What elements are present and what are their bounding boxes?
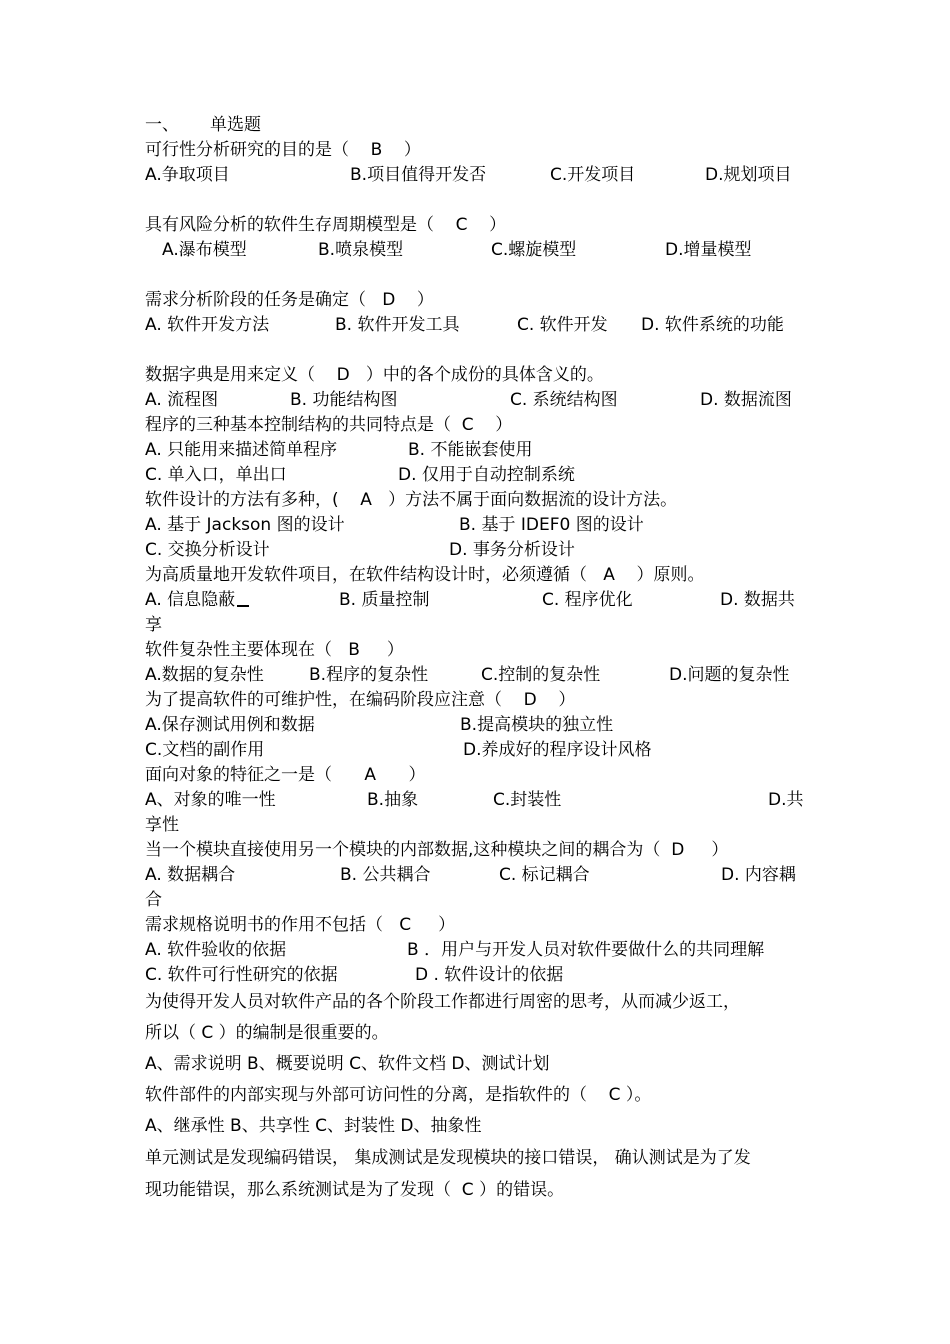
question-options xyxy=(145,588,795,612)
option-d-wrap: 享 xyxy=(145,615,162,635)
question-options xyxy=(145,438,533,462)
question-stem: 需求分析阶段的任务是确定（ D ） xyxy=(145,290,434,310)
question-stem: 可行性分析研究的目的是（ B ） xyxy=(145,140,421,160)
question-stem: 单元测试是发现编码错误， 集成测试是发现模块的接口错误， 确认测试是为了发 xyxy=(145,1148,751,1168)
option-b: B.喷泉模型 xyxy=(318,240,404,260)
option-d: D.养成好的程序设计风格 xyxy=(463,740,652,760)
question-options xyxy=(145,963,564,987)
option-c: C. 软件可行性研究的依据 xyxy=(145,965,338,985)
option-c: C.封装性 xyxy=(493,790,562,810)
section-number: 一、 xyxy=(145,115,179,135)
option-d: D.共 xyxy=(768,790,804,810)
option-c: C.螺旋模型 xyxy=(491,240,577,260)
question-options xyxy=(145,513,644,537)
question-options xyxy=(145,713,614,737)
question-options xyxy=(145,938,765,962)
option-c: C.控制的复杂性 xyxy=(481,665,601,685)
option-a: A. 流程图 xyxy=(145,390,219,410)
option-c: C. 交换分析设计 xyxy=(145,540,270,560)
question-options xyxy=(145,788,804,812)
option-c: C. 标记耦合 xyxy=(499,865,590,885)
question-stem: 为了提高软件的可维护性，在编码阶段应注意（ D ） xyxy=(145,690,576,710)
option-b: B. 软件开发工具 xyxy=(335,315,460,335)
question-options: A、继承性 B、共享性 C、封装性 D、抽象性 xyxy=(145,1116,482,1136)
option-d: D. 仅用于自动控制系统 xyxy=(398,465,575,485)
question-options xyxy=(145,538,575,562)
option-a: A. 软件验收的依据 xyxy=(145,940,287,960)
option-b: B. 基于 IDEF0 图的设计 xyxy=(459,515,644,535)
option-b: B.项目值得开发否 xyxy=(350,165,487,185)
option-a: A. 信息隐蔽 xyxy=(145,588,249,612)
question-options xyxy=(145,738,652,762)
option-a: A. 基于 Jackson 图的设计 xyxy=(145,515,345,535)
text-cursor-mark xyxy=(237,605,249,607)
option-d: D. 内容耦 xyxy=(721,865,796,885)
question-stem: 为使得开发人员对软件产品的各个阶段工作都进行周密的思考，从而减少返工， xyxy=(145,992,740,1012)
question-options: A、需求说明 B、概要说明 C、软件文档 D、测试计划 xyxy=(145,1054,550,1074)
option-b: B ．用户与开发人员对软件要做什么的共同理解 xyxy=(407,940,765,960)
question-options xyxy=(145,238,752,262)
option-d-wrap: 合 xyxy=(145,890,162,910)
question-stem: 需求规格说明书的作用不包括（ C ） xyxy=(145,915,456,935)
option-d-wrap: 享性 xyxy=(145,815,179,835)
option-b: B. 不能嵌套使用 xyxy=(408,440,533,460)
option-a: A. 软件开发方法 xyxy=(145,315,270,335)
option-d: D.增量模型 xyxy=(665,240,752,260)
option-a: A.数据的复杂性 xyxy=(145,665,264,685)
option-d: D. 数据共 xyxy=(720,590,795,610)
question-stem: 软件部件的内部实现与外部可访问性的分离，是指软件的（ C ）。 xyxy=(145,1085,652,1105)
question-stem: 当一个模块直接使用另一个模块的内部数据,这种模块之间的耦合为（ D ） xyxy=(145,840,729,860)
option-b: B. 质量控制 xyxy=(339,590,430,610)
option-a: A.争取项目 xyxy=(145,165,230,185)
option-d: D. 事务分析设计 xyxy=(449,540,575,560)
option-c: C.文档的副作用 xyxy=(145,740,265,760)
option-d: D.规划项目 xyxy=(705,165,792,185)
option-c: C. 单入口，单出口 xyxy=(145,465,287,485)
option-c: C.开发项目 xyxy=(550,165,636,185)
question-stem: 为高质量地开发软件项目，在软件结构设计时，必须遵循（ A ）原则。 xyxy=(145,565,705,585)
question-options xyxy=(145,663,790,687)
question-options xyxy=(145,313,784,337)
question-options xyxy=(145,463,575,487)
section-title: 单选题 xyxy=(210,115,261,135)
option-b: B.提高模块的独立性 xyxy=(460,715,614,735)
question-options xyxy=(145,388,792,412)
option-b: B. 功能结构图 xyxy=(290,390,398,410)
question-options xyxy=(145,863,796,887)
question-stem-continued: 所以（ C ）的编制是很重要的。 xyxy=(145,1023,389,1043)
option-a: A. 数据耦合 xyxy=(145,865,236,885)
option-a: A.保存测试用例和数据 xyxy=(145,715,315,735)
option-d: D.问题的复杂性 xyxy=(669,665,790,685)
option-a: A. 只能用来描述简单程序 xyxy=(145,440,338,460)
question-stem: 软件复杂性主要体现在（ B ） xyxy=(145,640,404,660)
question-stem: 具有风险分析的软件生存周期模型是（ C ） xyxy=(145,215,507,235)
question-stem: 面向对象的特征之一是（ A ） xyxy=(145,765,426,785)
section-heading xyxy=(145,113,261,137)
question-stem-continued: 现功能错误，那么系统测试是为了发现（ C ）的错误。 xyxy=(145,1180,565,1200)
question-stem: 软件设计的方法有多种，( A ）方法不属于面向数据流的设计方法。 xyxy=(145,490,678,510)
question-options xyxy=(145,163,792,187)
option-d: D. 数据流图 xyxy=(700,390,792,410)
option-a: A、对象的唯一性 xyxy=(145,790,276,810)
option-b: B. 公共耦合 xyxy=(340,865,431,885)
question-stem: 程序的三种基本控制结构的共同特点是（ C ） xyxy=(145,415,513,435)
option-a: A.瀑布模型 xyxy=(162,240,247,260)
option-d: D . 软件设计的依据 xyxy=(415,965,564,985)
option-d: D. 软件系统的功能 xyxy=(641,315,784,335)
option-b: B.程序的复杂性 xyxy=(309,665,429,685)
option-c: C. 程序优化 xyxy=(542,590,633,610)
option-b: B.抽象 xyxy=(367,790,419,810)
option-c: C. 软件开发 xyxy=(517,315,608,335)
option-c: C. 系统结构图 xyxy=(510,390,618,410)
question-stem: 数据字典是用来定义（ D ）中的各个成份的具体含义的。 xyxy=(145,365,604,385)
